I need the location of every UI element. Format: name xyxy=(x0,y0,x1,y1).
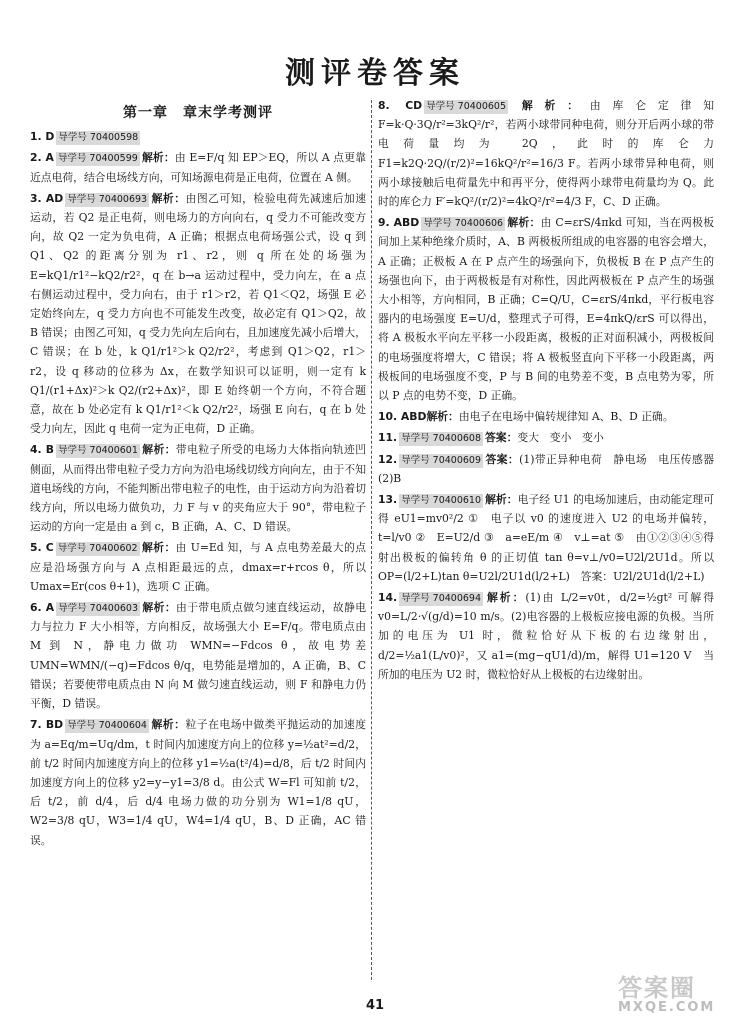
answer-number: 9. ABD xyxy=(378,216,420,230)
answer-label: 解析： xyxy=(141,443,176,457)
answer-number: 14. xyxy=(378,591,398,605)
answer-body: (1)带正异种电荷 静电场 电压传感器 (2)B xyxy=(378,452,725,485)
answer-label: 解析： xyxy=(150,718,186,732)
answer-number: 5. C xyxy=(30,541,54,555)
watermark-top: 答案圈 xyxy=(618,974,696,1002)
watermark-logo xyxy=(618,975,744,1019)
answer-body: 电子经 U1 的电场加速后，由动能定理可得 eU1=mv0²/2 ① 电子以 v0 的速度进入 U2 的电场并偏转，t=l/v0 ② E=U2/d ③ a=eE/m ④ v⊥=at ⑤ 由①②③④⑤得射出极板的偏转角 θ 的正切值 tan θ=v⊥/v0=U2l/2U1d。所以 OP=(l/2+L)tan θ=U2l/2U1d(l/2+L) 答案：U2l/2U1d(l/2+L) xyxy=(378,493,715,583)
answer-body: 由 E=F/q 知 EP＞EQ，所以 A 点更靠近点电荷，结合电场线方向，可知场源电荷是正电荷，位置在 A 侧。 xyxy=(30,151,366,184)
answer-body: 由电子在电场中偏转规律知 A、B、D 正确。 xyxy=(458,410,674,424)
answer-label: 解析： xyxy=(510,99,590,112)
answer-label: 解析： xyxy=(141,151,175,165)
guide-number-tag: 导学号 70400603 xyxy=(58,603,139,615)
answer-number: 1. D xyxy=(30,130,55,144)
answer-number: 4. B xyxy=(30,443,55,457)
guide-number-tag: 导学号 70400602 xyxy=(57,543,138,555)
guide-number-tag: 导学号 70400608 xyxy=(401,433,482,445)
answer-item xyxy=(30,538,366,596)
guide-number-tag: 导学号 70400604 xyxy=(67,720,147,732)
guide-number-tag: 导学号 70400598 xyxy=(58,132,139,144)
answer-item xyxy=(378,213,714,405)
answer-number: 8. CD xyxy=(378,99,423,112)
guide-number-tag: 导学号 70400605 xyxy=(426,101,507,112)
answer-label: 解析： xyxy=(485,493,518,507)
guide-number-tag: 导学号 70400694 xyxy=(401,593,482,605)
answer-body: 由库仑定律知 F=k·Q·3Q/r²=3kQ²/r²，若两小球带同种电荷，则分开后两小球的带电荷量均为 2Q，此时的库仑力 F1=k2Q·2Q/(r/2)²=16kQ²/r²=16/3 F。若两小球带异种电荷，则两小球接触后电荷量先中和再平分，使得两小球带电荷量均为 Q。此时的库仑力 F′=kQ²/(r/2)²=4kQ²/r²=4/3 F，C、D 正确。 xyxy=(378,99,715,209)
answer-number: 12. xyxy=(378,452,398,466)
answer-label: 解析： xyxy=(426,410,459,424)
column-divider xyxy=(371,100,372,980)
guide-number-tag: 导学号 70400606 xyxy=(423,218,504,230)
guide-number-tag: 导学号 70400609 xyxy=(401,454,482,466)
answer-number: 3. AD xyxy=(30,191,64,205)
answer-item xyxy=(30,440,366,536)
left-answers-list xyxy=(30,127,366,850)
guide-number-tag: 导学号 70400599 xyxy=(57,153,138,165)
answer-body: 由图乙可知，检验电荷先减速后加速运动，若 Q2 是正电荷，则电场力的方向向右，q 受力不可能改变方向，故 Q2 一定为负电荷，A 正确；根据点电荷场强公式，设 q 到 Q1、Q2 的距离分别为 r1、r2，则 q 所在处的场强为 E=kQ1/r1²−kQ2/r2²，q 在 b→a 运动过程中，受力向左，在 a 点右侧运动过程中，受力向右，由于 r1＞r2，若 Q1＜Q2，场强 E 必定始终向左，q 受力方向也不可能发生改变，故必定有 Q1＞Q2，故 B 错误；由图乙可知，q 受力先向左后向右，且加速度先减小后增大，C 错误；在 b 处，k Q1/r1²＞k Q2/r2²，考虑到 Q1＞Q2，r1＞r2，设 q 移动的位移为 Δx，在数学知识可以证明，则一定有 k Q1/(r1+Δx)²＞k Q2/(r2+Δx)²，即 E 始终朝一个方向，不符合题意，故在 b 处必定有 k Q1/r1²＜k Q2/r2²，场强 E 向右，q 在 b 处受力向左，因此 q 电荷一定为正电荷，D 正确。 xyxy=(30,191,367,436)
answer-item xyxy=(378,450,725,488)
guide-number-tag: 导学号 70400601 xyxy=(58,445,138,457)
answer-item xyxy=(30,598,366,713)
answer-body: 由于带电质点做匀速直线运动，故静电力与拉力 F 大小相等，方向相反，故场强大小 E=F/q。带电质点由 M 到 N，静电力做功 WMN=−Fdcos θ，故电势差 UMN=WMN/(−q)=Fdcos θ/q，电势能是增加的，A 正确，B、C 错误；若要使带电质点由 N 向 M 做匀速直线运动，则 F 和静电力仍平衡，D 错误。 xyxy=(30,601,367,711)
answer-number: 6. A xyxy=(30,601,55,615)
right-answers-list xyxy=(378,96,725,684)
answer-item xyxy=(30,148,366,186)
guide-number-tag: 导学号 70400610 xyxy=(401,495,482,507)
answer-body: (1)由 L/2=v0t，d/2=½gt² 可解得 v0=L/2·√(g/d)=10 m/s。(2)电容器的上极板应接电源的负极。当所加的电压为 U1 时，微粒恰好从下板的右边缘射出，d/2=½a1(L/v0)²，又 a1=(mg−qU1/d)/m，解得 U1=120 V 当所加的电压为 U2 时，微粒恰好从上极板的右边缘射出。 xyxy=(378,591,714,681)
answer-label: 解析： xyxy=(485,591,526,605)
answer-number: 2. A xyxy=(30,151,54,165)
answer-number: 10. ABD xyxy=(378,410,427,424)
answer-item xyxy=(30,189,366,439)
page-number: 41 xyxy=(365,998,385,1013)
right-column xyxy=(378,96,725,686)
answer-body: 粒子在电场中做类平抛运动的加速度为 a=Eq/m=Uq/dm，t 时间内加速度方向上的位移 y=½at²=d/2，前 t/2 时间内加速度方向上的位移 y1=½a(t²/4)=d/8，后 t/2 时间内加速度方向上的位移 y2=y−y1=3/8 d。由公式 W=Fl 可知前 t/2，后 t/2，前 d/4，后 d/4 电场力做的功分别为 W1=1/8 qU，W2=3/8 qU，W3=1/4 qU，W4=1/4 qU，B、D 正确，AC 错误。 xyxy=(30,718,367,847)
answer-item xyxy=(30,127,366,146)
answer-item xyxy=(378,588,714,684)
answer-item xyxy=(378,428,714,447)
answer-number: 13. xyxy=(378,493,398,507)
answer-body: 带电粒子所受的电场力大体指向轨迹凹侧面，从而得出带电粒子受力方向为沿电场线切线方向向左，由于不知道电场线的方向，不能判断出带电粒子的电性，由于运动方向为沿着切线方向，所以电场力做负功，力 F 与 v 的夹角应大于 90°，带电粒子运动的方向一定是由 a 到 c，B 正确，A、C、D 错误。 xyxy=(30,443,367,534)
answer-body: 由 C=εrS/4πkd 可知，当在两极板间加上某种绝缘介质时，A、B 两极板所组成的电容器的电容会增大，A 正确；正极板 A 在 P 点产生的场强向下，负极板 B 在 P 点产生的场强也向下，由于两极板是有对称性，因此两极板在 P 点产生的场强大小相等，方向相同，B 正确；C=Q/U，C=εrS/4πkd，平行板电容器内的电场强度 E=U/d，整理式子可得，E=4πkQ/εrS 可以得出，将 A 极板水平向左平移一小段距离，极板的正对面积减小，两极板间的电场强度将增大，C 错误；将 A 极板竖直向下平移一小段距离，两极板间的电场强度不变，P 与 B 间的电势差不变，B 点电势为零，所以 P 点的电势不变，D 正确。 xyxy=(378,216,715,403)
watermark-bottom: MXQE.COM xyxy=(618,1000,716,1015)
answer-number: 7. BD xyxy=(30,718,64,732)
left-column xyxy=(30,96,366,852)
answer-body: 变大 变小 变小 xyxy=(517,431,604,445)
chapter-title: 第一章 章末学考测评 xyxy=(123,105,273,121)
answer-label: 答案： xyxy=(485,452,520,466)
answer-item xyxy=(378,407,714,426)
answer-item xyxy=(378,96,714,211)
answer-number: 11. xyxy=(378,431,398,445)
answer-item xyxy=(30,715,366,849)
answer-label: 答案： xyxy=(485,431,518,445)
guide-number-tag: 导学号 70400693 xyxy=(67,193,148,205)
answer-body: 由 U=Ed 知，与 A 点电势差最大的点应是沿场强方向与 A 点相距最远的点，dmax=r+rcos θ，所以 Umax=Er(cos θ+1)，选项 C 正确。 xyxy=(30,541,367,593)
answer-label: 解析： xyxy=(507,216,541,230)
answer-label: 解析： xyxy=(141,541,176,555)
answer-label: 解析： xyxy=(151,191,186,205)
answer-label: 解析： xyxy=(142,601,177,615)
page-title: 测评卷答案 xyxy=(285,56,465,91)
answer-item xyxy=(378,490,714,586)
